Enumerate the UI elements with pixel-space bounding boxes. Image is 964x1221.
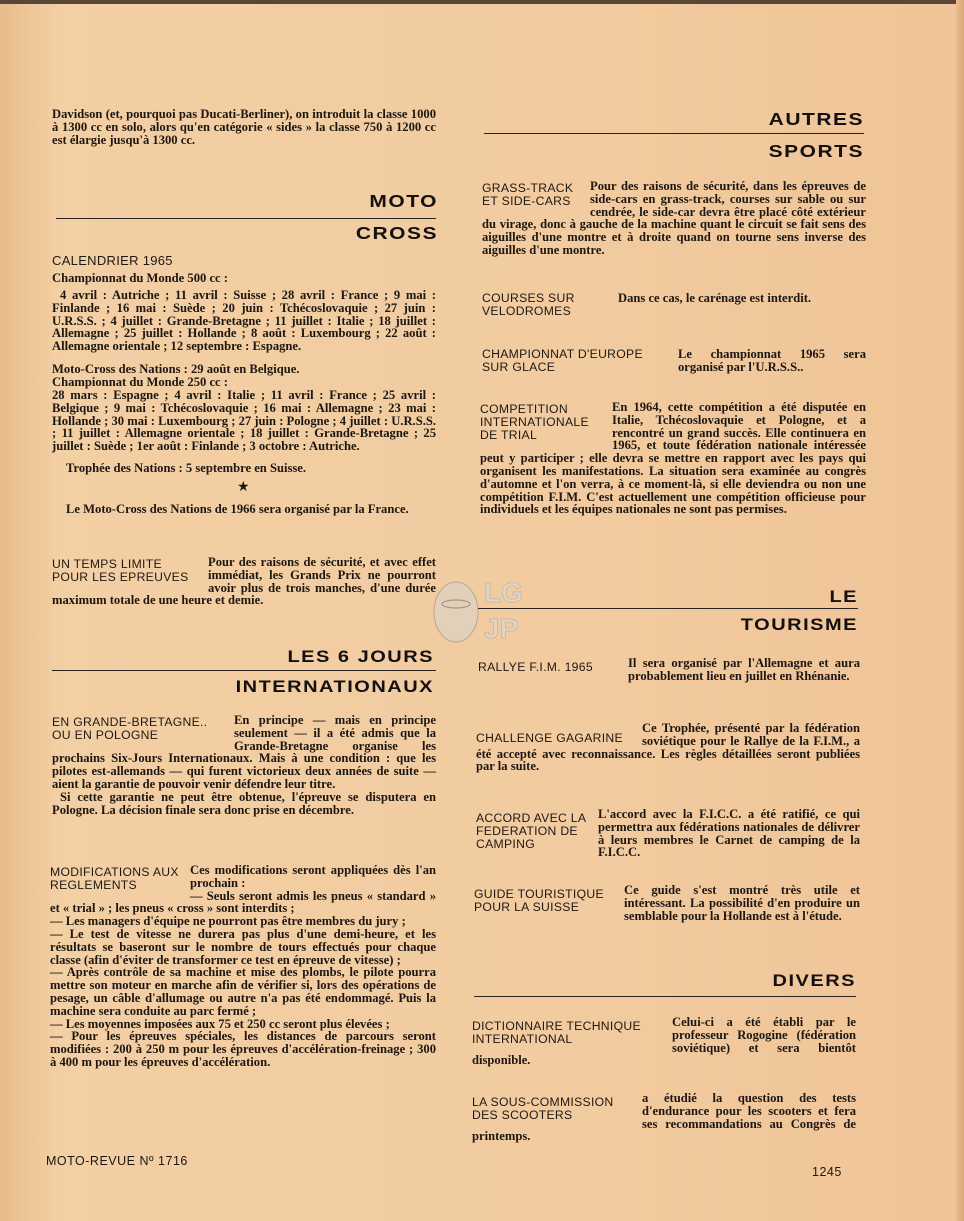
modif-item: — Pour les épreuves spéciales, les distances de parcours seront modifiées : 200 à 250 m pour les épreuves d'accélération-freinage ; 300 à 400 m pour les épreuves d'accélération. xyxy=(50,1029,436,1069)
modif-item: — Le test de vitesse ne durera pas plus d'une demi-heure, et les résultats se baseront sur le nombre de tours effectués pour chaque classe (afin d'éviter de transformer ce test en épreuve de vitesse) ; xyxy=(50,926,436,967)
page-right-edge xyxy=(956,0,964,1221)
scooter-text: a étudié la question des tests d'endurance pour les scooters et fera ses recommandations au Congrès de printemps. xyxy=(472,1091,856,1144)
grass-text: Pour des raisons de sécurité, dans les épreuves de side-cars en grass-track, courses sur sable ou sur cendrée, le side-car devra être placé côté extérieur du virage, donc à gauche de la machine quant le circuit se fait sens des aiguilles d'une montre et à droite quand on tourne sens inverse des aiguilles d'une montre. xyxy=(482,179,866,257)
autres-heading-line-2: SPORTS xyxy=(768,142,864,162)
entry-temps-limite xyxy=(52,556,436,607)
entry-gagarine xyxy=(476,722,860,773)
temps-text: Pour des raisons de sécurité, et avec effet immédiat, les Grands Prix ne pourront avoir plus de trois manches, d'une durée maximum totale de une heure et demie. xyxy=(52,555,436,608)
moto-heading-rule xyxy=(56,218,436,219)
tourisme-heading-line-2: TOURISME xyxy=(740,616,858,635)
entry-guide xyxy=(474,884,860,922)
lgjp-watermark xyxy=(426,562,544,658)
moto-heading-line-1: MOTO xyxy=(369,192,438,212)
rallye-label: RALLYE F.I.M. 1965 xyxy=(478,660,593,674)
nations-500-text: Moto-Cross des Nations : 29 août en Belgique. xyxy=(52,362,300,376)
entry-glace xyxy=(482,348,866,374)
camping-label: ACCORD AVEC LA FEDERATION DE CAMPING xyxy=(476,811,586,851)
calendar-title: CALENDRIER 1965 xyxy=(52,253,173,268)
camping-text: L'accord avec la F.I.C.C. a été ratifié, ce qui permettra aux fédérations nationales de délivrer à leurs membres le Carnet de camping de la F.I.C.C. xyxy=(598,807,860,860)
rallye-text: Il sera organisé par l'Allemagne et aura probablement lieu en juillet en Rhénanie. xyxy=(628,656,860,683)
trial-text: En 1964, cette compétition a été disputée en Italie, Tchécoslovaquie et Pologne, et a rencontré un grand succès. Elle continuera en 1965, et toute fédération nationale intéressée peut y participer ; elle devra se mettre en rapport avec les pays qui organisent les manifestations. La situation sera examinée au congrès d'automne et l'on verra, à ce moment-là, si elle deviendra ou non une compétition F.I.M. C'est actuellement une compétition officieuse pour individuels et les équipes nationales ne sont pas permises. xyxy=(480,400,866,517)
entry-dictionnaire xyxy=(472,1016,856,1067)
glace-label: CHAMPIONNAT D'EUROPE SUR GLACE xyxy=(482,347,643,374)
entry-scooters xyxy=(472,1092,856,1143)
entry-camping xyxy=(476,808,860,859)
entry-grande-bretagne xyxy=(52,714,436,816)
dico-label: DICTIONNAIRE TECHNIQUE INTERNATIONAL xyxy=(472,1019,641,1046)
six-jours-heading-line-2: INTERNATIONAUX xyxy=(235,678,434,697)
page-number: 1245 xyxy=(812,1165,842,1179)
gagarine-label: CHALLENGE GAGARINE xyxy=(476,731,623,745)
six-jours-heading-line-1: LES 6 JOURS xyxy=(287,648,434,667)
gagarine-text: Ce Trophée, présenté par la fédération soviétique pour le Rallye de la F.I.M., a été accepté avec reconnaissance. Les règles détaillées seront publiées par la suite. xyxy=(476,721,860,774)
scooter-label: LA SOUS-COMMISSION DES SCOOTERS xyxy=(472,1095,614,1122)
autres-heading-rule xyxy=(484,133,864,134)
divers-heading-rule xyxy=(474,996,856,997)
trophee-text: Trophée des Nations : 5 septembre en Suisse. xyxy=(66,461,306,475)
gb-text-2: Si cette garantie ne peut être obtenue, l'épreuve se disputera en Pologne. La décision finale sera donc prise en décembre. xyxy=(52,789,436,817)
champ-250-text: 28 mars : Espagne ; 4 avril : Italie ; 11 avril : France ; 25 avril : Belgique ; 9 mai : Tchécoslovaquie ; 16 mai : Allemagne ; 23 mai : Hollande ; 30 mai : Luxembourg ; 27 juin : Pologne ; 4 juillet : U.R.S.S. ; 11 juillet : Allemagne orientale ; 18 juillet : Grande-Bretagne ; 25 juillet : Suède ; 1er août : Finlande ; 3 octobre : Autriche. xyxy=(52,388,436,454)
gb-label: EN GRANDE-BRETAGNE.. OU EN POLOGNE xyxy=(52,715,208,742)
trial-label: COMPETITION INTERNATIONALE DE TRIAL xyxy=(480,402,589,442)
entry-grass-track xyxy=(482,180,866,257)
champ-250-title: Championnat du Monde 250 cc : xyxy=(52,375,228,389)
entry-velodromes xyxy=(482,292,866,318)
watermark-text-jp: JP xyxy=(484,613,519,644)
divers-heading: DIVERS xyxy=(772,972,856,991)
modif-item: — Seuls seront admis les pneus « standard » et « trial » ; les pneus « cross » sont interdits ; xyxy=(50,888,436,916)
modif-item: — Les moyennes imposées aux 75 et 250 cc seront plus élevées ; xyxy=(50,1016,390,1031)
nations-1966-text: Le Moto-Cross des Nations de 1966 sera organisé par la France. xyxy=(66,502,409,516)
autres-heading-line-1: AUTRES xyxy=(768,110,864,130)
champ-500-title: Championnat du Monde 500 cc : xyxy=(52,271,228,285)
modif-label: MODIFICATIONS AUX REGLEMENTS xyxy=(50,865,179,892)
magazine-issue: MOTO-REVUE Nº 1716 xyxy=(46,1154,188,1168)
entry-rallye xyxy=(478,657,860,683)
page-top-edge xyxy=(0,0,964,4)
grass-label: GRASS-TRACK ET SIDE-CARS xyxy=(482,181,574,208)
modif-item: — Après contrôle de sa machine et mise des plombs, le pilote pourra mettre son moteur en marche afin de vérifier si, lors des opérations de pesage, un câble d'allumage ou autre n'a pas été endommagé. Puis la machine sera conduite au parc fermé ; xyxy=(50,965,436,1018)
dico-text: Celui-ci a été établi par le professeur Rogogine (fédération soviétique) et sera bientôt disponible. xyxy=(472,1015,856,1068)
six-jours-heading-rule xyxy=(52,670,436,671)
glace-text: Le championnat 1965 sera organisé par l'U.R.S.S.. xyxy=(678,347,866,374)
velo-text: Dans ce cas, le carénage est interdit. xyxy=(618,291,812,305)
entry-trial xyxy=(480,401,866,516)
star-separator: ★ xyxy=(237,480,250,495)
champ-500-text: 4 avril : Autriche ; 11 avril : Suisse ; 28 avril : France ; 9 mai : Finlande ; 16 mai : Suède ; 20 juin : Tchécoslovaquie ; 27 juin : U.R.S.S. ; 4 juillet : Grande-Bretagne ; 11 juillet : Italie ; 18 juillet : Allemagne ; 25 juillet : Hollande ; 8 août : Luxembourg ; 22 août : Allemagne orientale ; 12 septembre : Espagne. xyxy=(52,288,436,354)
velo-label: COURSES SUR VELODROMES xyxy=(482,291,575,318)
entry-modifications xyxy=(50,864,436,1069)
modif-item: — Les managers d'équipe ne pourront pas être membres du jury ; xyxy=(50,914,406,929)
modif-intro: Ces modifications seront appliquées dès l'an prochain : xyxy=(190,863,436,890)
tourisme-heading-line-1: LE xyxy=(829,588,858,607)
temps-label: UN TEMPS LIMITE POUR LES EPREUVES xyxy=(52,557,189,584)
watermark-text-lg: LG xyxy=(484,577,523,608)
intro-paragraph: Davidson (et, pourquoi pas Ducati-Berliner), on introduit la classe 1000 à 1300 cc en solo, alors qu'en catégorie « sides » la classe 750 à 1200 cc est élargie jusqu'à 1300 cc. xyxy=(52,107,436,147)
gb-text: En principe — mais en principe seulement — il a été admis que la Grande-Bretagne organise les prochains Six-Jours Internationaux. Mais à une condition : que les pilotes est-allemands — qui furent victorieux deux années de suite — aient la garantie de pouvoir venir défendre leur titre. xyxy=(52,713,436,791)
guide-text: Ce guide s'est montré très utile et intéressant. La possibilité d'en produire un semblable pour la Hollande est à l'étude. xyxy=(624,883,860,923)
guide-label: GUIDE TOURISTIQUE POUR LA SUISSE xyxy=(474,887,604,914)
moto-heading-line-2: CROSS xyxy=(355,224,438,244)
